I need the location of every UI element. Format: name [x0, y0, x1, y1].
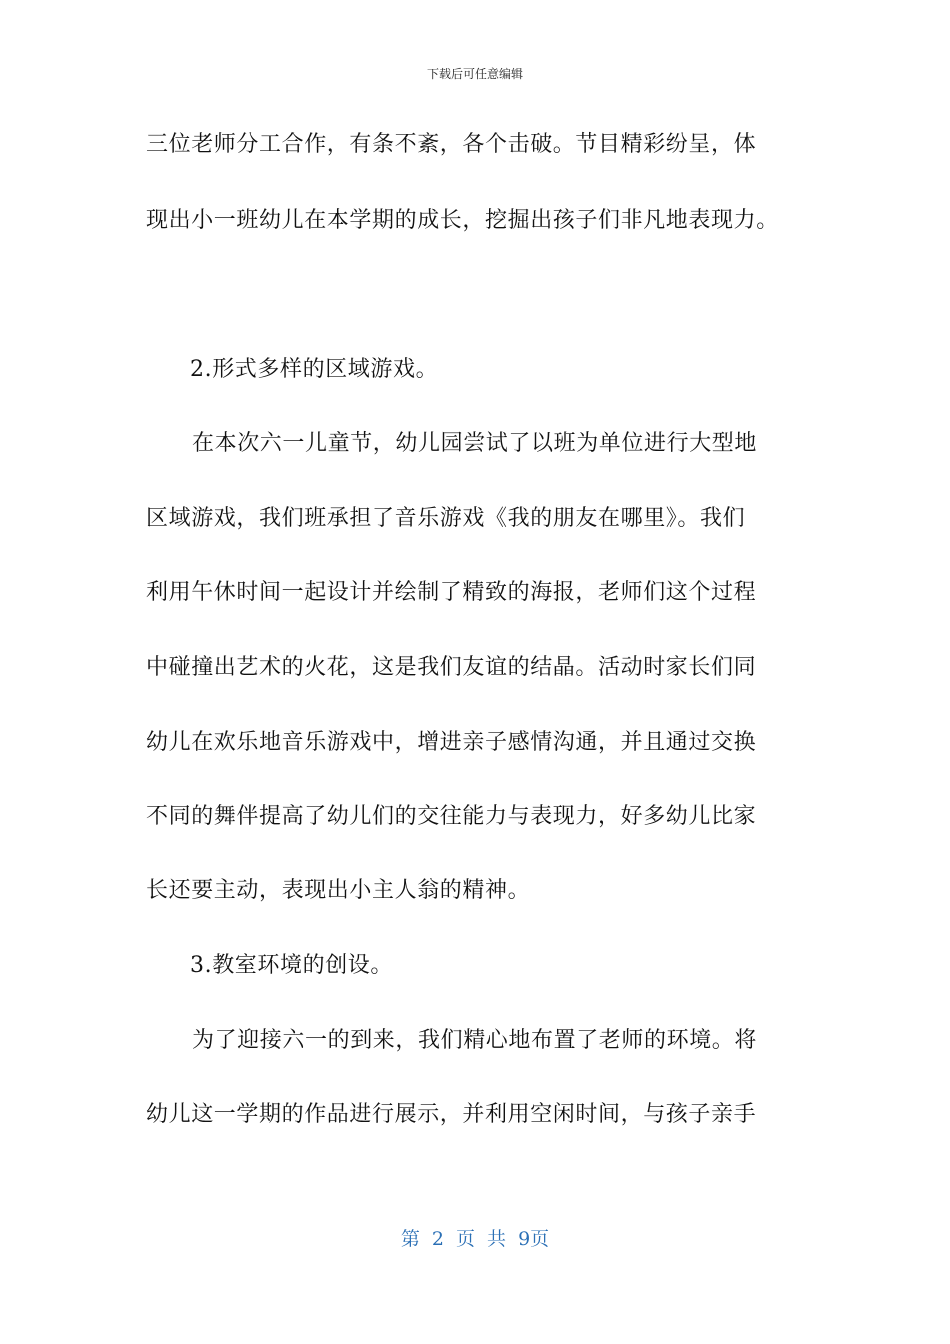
body-line: 三位老师分工合作，有条不紊，各个击破。节目精彩纷呈，体	[146, 132, 757, 157]
page-header: 下载后可任意编辑	[426, 67, 523, 81]
section-heading: 2.形式多样的区域游戏。	[190, 357, 439, 382]
body-line: 中碰撞出艺术的火花，这是我们友谊的结晶。活动时家长们同	[146, 655, 757, 680]
section-heading: 3.教室环境的创设。	[190, 953, 393, 978]
body-line: 幼儿在欢乐地音乐游戏中，增进亲子感情沟通，并且通过交换	[146, 730, 757, 755]
body-line: 区域游戏，我们班承担了音乐游戏《我的朋友在哪里》。我们	[146, 506, 746, 531]
page-number-footer: 第 2 页 共 9页	[400, 1228, 550, 1250]
body-line: 为了迎接六一的到来，我们精心地布置了老师的环境。将	[192, 1028, 758, 1053]
body-line: 现出小一班幼儿在本学期的成长，挖掘出孩子们非凡地表现力。	[146, 208, 779, 233]
body-line: 在本次六一儿童节，幼儿园尝试了以班为单位进行大型地	[192, 431, 758, 456]
body-line: 利用午休时间一起设计并绘制了精致的海报，老师们这个过程	[146, 580, 757, 605]
body-line: 不同的舞伴提高了幼儿们的交往能力与表现力，好多幼儿比家	[146, 804, 757, 829]
body-line: 幼儿这一学期的作品进行展示，并利用空闲时间，与孩子亲手	[146, 1102, 757, 1127]
body-line: 长还要主动，表现出小主人翁的精神。	[146, 878, 531, 903]
